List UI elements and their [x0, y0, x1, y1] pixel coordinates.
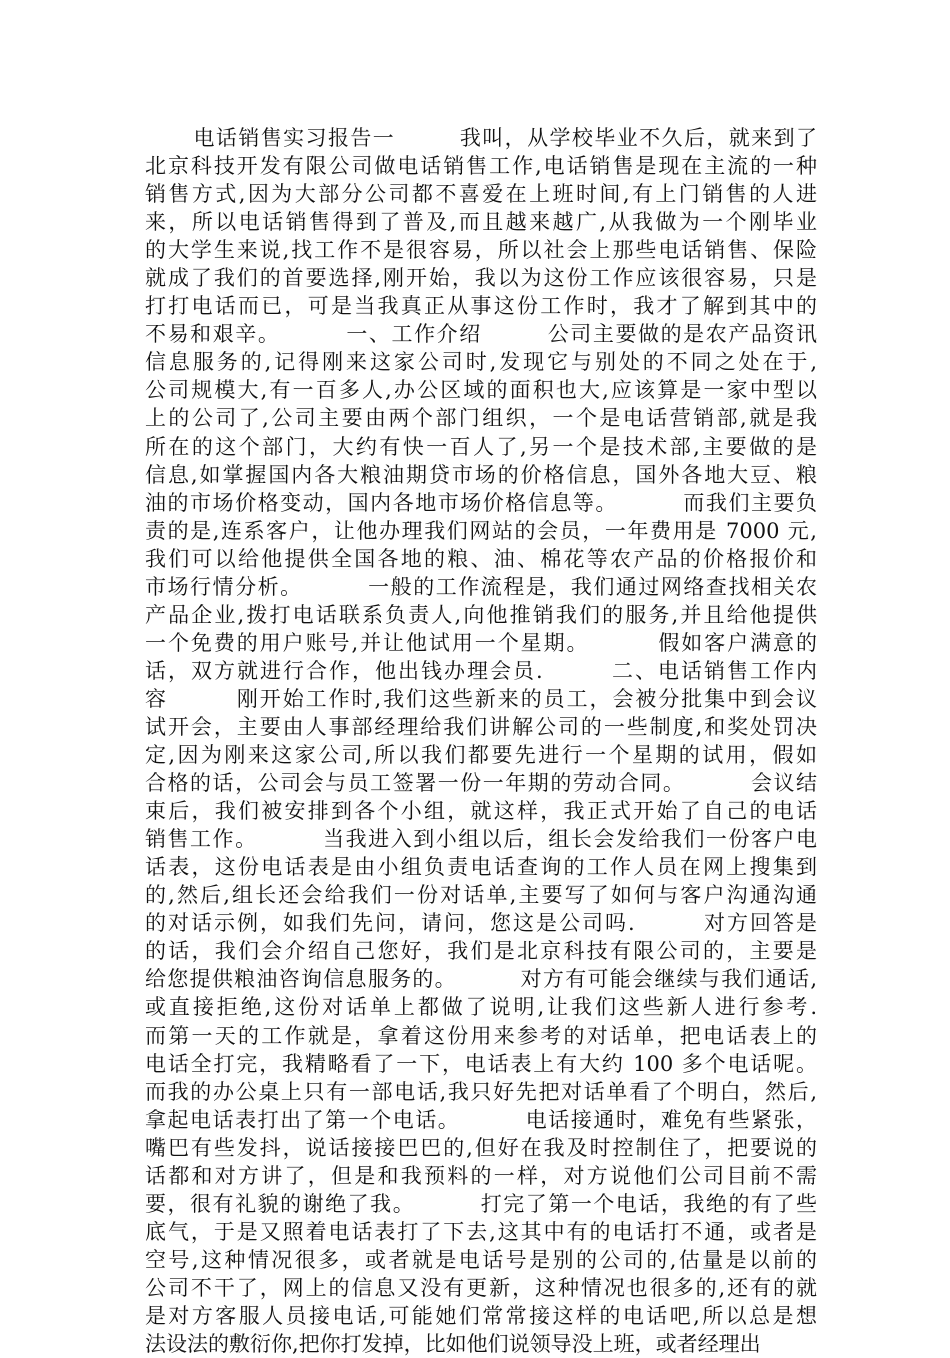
text-line: 底气，于是又照着电话表打了下去,这其中有的电话打不通，或者是 [145, 1219, 817, 1244]
text-line: 产品企业,拨打电话联系负责人,向他推销我们的服务,并且给他提供 [145, 602, 817, 627]
text-line: 话，双方就进行合作，他出钱办理会员. 二、电话销售工作内 [145, 658, 817, 683]
text-line: 北京科技开发有限公司做电话销售工作,电话销售是现在主流的一种 [145, 154, 817, 179]
text-line: 信息服务的,记得刚来这家公司时,发现它与别处的不同之处在于, [145, 350, 817, 375]
text-line: 嘴巴有些发抖，说话接接巴巴的,但好在我及时控制住了，把要说的 [145, 1135, 817, 1160]
text-line: 而我的办公桌上只有一部电话,我只好先把对话单看了个明白，然后, [145, 1079, 817, 1104]
text-line: 或直接拒绝,这份对话单上都做了说明,让我们这些新人进行参考. [145, 995, 817, 1020]
text-line: 责的是,连系客户，让他办理我们网站的会员，一年费用是 7000 元, [145, 518, 817, 543]
text-line: 试开会，主要由人事部经理给我们讲解公司的一些制度,和奖处罚决 [145, 714, 817, 739]
text-line: 电话全打完，我精略看了一下，电话表上有大约 100 多个电话呢。 [145, 1051, 817, 1076]
text-line: 而第一天的工作就是，拿着这份用来参考的对话单，把电话表上的 [145, 1023, 817, 1048]
text-line: 销售工作。 当我进入到小组以后，组长会发给我们一份客户电 [145, 827, 817, 852]
text-line: 信息,如掌握国内各大粮油期贷市场的价格信息，国外各地大豆、粮 [145, 462, 817, 487]
text-line: 打打电话而已，可是当我真正从事这份工作时，我才了解到其中的 [145, 294, 817, 319]
text-line: 市场行情分析。 一般的工作流程是，我们通过网络查找相关农 [145, 574, 817, 599]
text-line: 一个免费的用户账号,并让他试用一个星期。 假如客户满意的 [145, 630, 817, 655]
text-line: 电话销售实习报告一 我叫，从学校毕业不久后，就来到了 [145, 126, 817, 150]
text-line: 是对方客服人员接电话,可能她们常常接这样的电话吧,所以总是想 [145, 1303, 817, 1328]
text-line: 要，很有礼貌的谢绝了我。 打完了第一个电话，我绝的有了些 [145, 1191, 817, 1216]
text-line: 话都和对方讲了，但是和我预料的一样，对方说他们公司目前不需 [145, 1163, 817, 1188]
text-line: 所在的这个部门，大约有快一百人了,另一个是技术部,主要做的是 [145, 434, 817, 459]
text-line: 容 刚开始工作时,我们这些新来的员工，会被分批集中到会议 [145, 686, 817, 711]
text-line: 销售方式,因为大部分公司都不喜爱在上班时间,有上门销售的人进 [145, 182, 817, 207]
text-line: 来，所以电话销售得到了普及,而且越来越广,从我做为一个刚毕业 [145, 210, 817, 235]
text-line: 法设法的敷衍你,把你打发掉，比如他们说领导没上班，或者经理出 [145, 1332, 761, 1357]
text-line: 公司规模大,有一百多人,办公区域的面积也大,应该算是一家中型以 [145, 378, 817, 403]
text-line: 不易和艰辛。 一、工作介绍 公司主要做的是农产品资讯 [145, 322, 817, 347]
text-line: 油的市场价格变动，国内各地市场价格信息等。 而我们主要负 [145, 490, 817, 515]
text-line: 话表，这份电话表是由小组负责电话查询的工作人员在网上搜集到 [145, 855, 817, 880]
text-line: 合格的话，公司会与员工签署一份一年期的劳动合同。 会议结 [145, 771, 817, 796]
text-line: 定,因为刚来这家公司,所以我们都要先进行一个星期的试用，假如 [145, 743, 817, 768]
text-line: 上的公司了,公司主要由两个部门组织，一个是电话营销部,就是我 [145, 406, 817, 431]
text-line: 拿起电话表打出了第一个电话。 电话接通时，难免有些紧张， [145, 1107, 817, 1132]
text-line: 公司不干了，网上的信息又没有更新，这种情况也很多的,还有的就 [145, 1275, 817, 1300]
text-line: 就成了我们的首要选择,刚开始，我以为这份工作应该很容易，只是 [145, 266, 817, 291]
text-line: 我们可以给他提供全国各地的粮、油、棉花等农产品的价格报价和 [145, 546, 817, 571]
text-line: 空号,这种情况很多，或者就是电话号是别的公司的,估量是以前的 [145, 1247, 817, 1272]
text-line: 的话，我们会介绍自己您好，我们是北京科技有限公司的，主要是 [145, 939, 817, 964]
report-body-text [145, 124, 817, 1358]
text-line: 的,然后,组长还会给我们一份对话单,主要写了如何与客户沟通沟通 [145, 883, 817, 908]
text-line: 的大学生来说,找工作不是很容易，所以社会上那些电话销售、保险 [145, 238, 817, 263]
text-line: 的对话示例，如我们先问，请问，您这是公司吗. 对方回答是 [145, 911, 817, 936]
text-line: 束后，我们被安排到各个小组，就这样，我正式开始了自己的电话 [145, 799, 817, 824]
text-line: 给您提供粮油咨询信息服务的。 对方有可能会继续与我们通话, [145, 967, 817, 992]
